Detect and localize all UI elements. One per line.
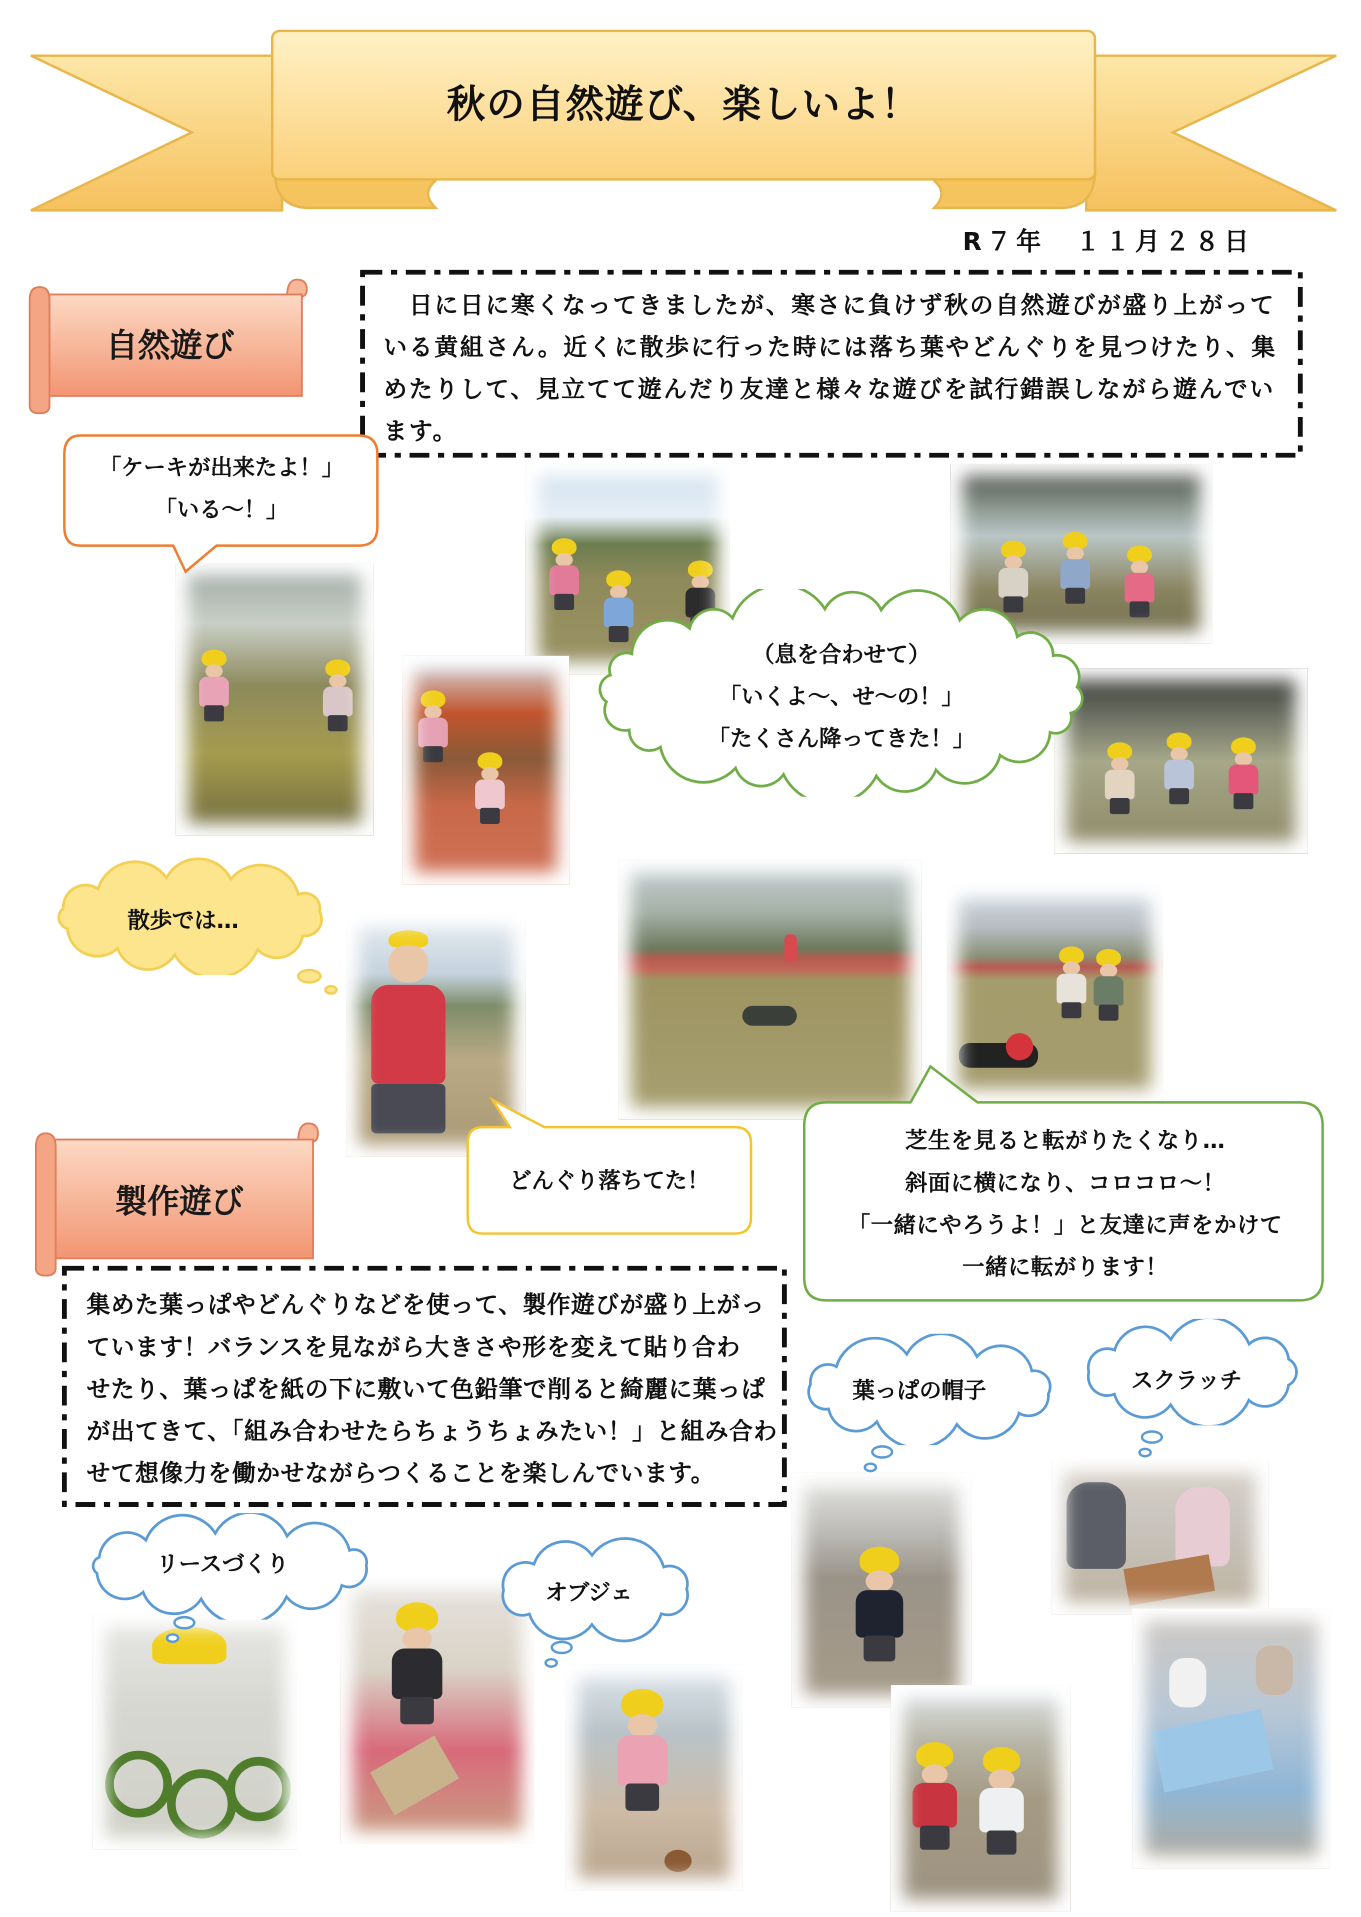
thought-dot [551,1641,573,1655]
thought-dot [1138,1448,1152,1458]
child-figure [977,1747,1025,1855]
thought-dot [173,1616,195,1630]
paragraph-line: いる黄組さん。近くに散歩に行った時には落ち葉やどんぐりを見つけたり、集 [383,334,1278,362]
child-figure [784,934,796,961]
thought-dot [871,1445,893,1459]
issue-date: R７年 １１月２８日 [962,226,1254,257]
child-figure [548,538,580,610]
thought-dot [166,1633,180,1643]
caption-objet: オブジェ [545,1579,633,1606]
paragraph-line: めたりして、見立てて遊んだり友達と様々な遊びを試行錯誤しながら遊んでい [383,376,1276,404]
photo-red-ground [402,656,569,885]
child-figure [1006,1033,1033,1060]
child-figure [1163,732,1195,804]
child-figure [615,1689,670,1811]
child-figure [322,659,354,731]
speech-text-rolling [804,1121,1326,1289]
child-figure [1123,546,1155,618]
child-figure [474,752,506,824]
craft-objet [370,1735,459,1815]
nature-paragraph [384,285,1278,453]
wreath [167,1769,236,1838]
thought-dot [324,985,338,995]
page-title: 秋の自然遊び、楽しいよ！ [446,82,921,128]
speech-line: 「いくよ～、せ～の！」 [718,684,964,711]
child-figure [1104,742,1136,814]
speech-text-acorn: どんぐり落ちてた！ [509,1167,710,1194]
section-title-craft: 製作遊び [115,1184,244,1222]
child-figure [371,930,445,1140]
child-figure [390,1602,445,1724]
thought-dot [864,1462,878,1472]
speech-line: 芝生を見ると転がりたくなり… [905,1128,1226,1155]
section-title-nature: 自然遊び [105,327,235,365]
speech-line: 「いる～！」 [154,497,289,524]
photo-objet-2 [565,1664,742,1890]
wreath [226,1757,290,1821]
child-figure [417,690,449,762]
paragraph-line: ています！バランスを見ながら大きさや形を変えて貼り合わ [86,1333,741,1361]
child-figure [1227,737,1259,809]
speech-line: 「ケーキが出来たよ！」 [98,455,344,482]
photo-scratch-art [1052,1460,1269,1615]
child-figure [1093,949,1125,1021]
paragraph-line: ます。 [383,418,459,446]
paragraph-line: が出てきて、「組み合わせたらちょうちょみたい！」と組み合わ [86,1417,778,1446]
craft-paragraph [87,1284,778,1494]
paragraph-line: せて想像力を働かせながらつくることを楽しんでいます。 [86,1459,716,1488]
photo-leaf-cake [176,563,374,835]
speech-line: 「一緒にやろうよ！」と友達に声をかけて [847,1212,1283,1239]
child-figure [911,1742,959,1850]
caption-leaf-hat: 葉っぱの帽子 [852,1378,987,1405]
speech-line: 一緒に転がります！ [962,1254,1169,1281]
speech-line: 斜面に横になり、コロコロ～！ [905,1170,1226,1197]
pinecone [664,1850,691,1872]
speech-line: （息を合わせて） [752,642,931,669]
paragraph-line: 集めた葉っぱやどんぐりなどを使って、製作遊びが盛り上がっ [86,1291,766,1319]
table [1152,1709,1274,1793]
wreath [105,1751,172,1818]
speech-text-cake [62,448,381,532]
thought-dot [297,969,322,984]
thought-dot [544,1658,558,1668]
speech-line: 「たくさん降ってきた！」 [707,726,975,753]
photo-wreath [93,1615,297,1850]
child-figure [1067,1482,1126,1569]
paragraph-line: 日に日に寒くなってきましたが、寒さに負けず秋の自然遊びが盛り上がって [383,291,1276,320]
child-figure [742,1006,796,1026]
caption-scratch: スクラッチ [1131,1368,1242,1395]
thought-dot [1141,1430,1163,1444]
photo-leaf-hat [792,1472,971,1707]
cloud-text-leaves [585,635,1097,761]
photo-two-children [891,1685,1070,1911]
child-figure [152,1627,226,1664]
paragraph-line: せたり、葉っぱを紙の下に敷いて色鉛筆で削ると綺麗に葉っぱ [86,1375,766,1404]
caption-wreath: リースづくり [156,1551,289,1578]
child-figure [198,650,230,722]
child-figure [1169,1658,1206,1707]
child-figure [1256,1646,1293,1695]
child-figure [1055,947,1087,1019]
drawing-paper [1123,1554,1215,1606]
child-figure [854,1547,905,1662]
photo-classroom [1132,1608,1330,1868]
cloud-text-walk: 散歩では… [127,908,239,935]
